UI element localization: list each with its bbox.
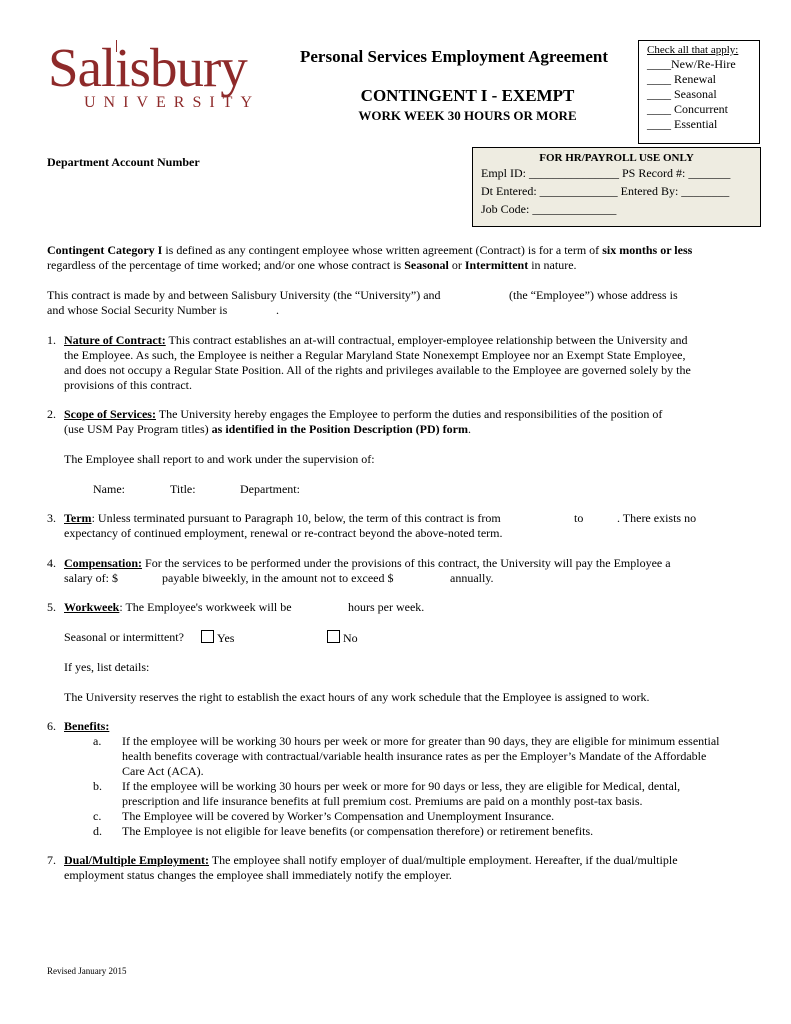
section-2-heading: Scope of Services:: [64, 407, 156, 421]
section-dual-employment: [47, 853, 747, 883]
section-7-body: [64, 853, 747, 883]
section-benefits: [47, 719, 747, 839]
benefit-a-text: [122, 734, 747, 779]
section-2-body: [64, 407, 747, 497]
benefit-b-line2: prescription and life insurance benefits at full premium cost. Premiums are paid on a monthly post-tax basis.: [122, 794, 643, 808]
section-4-line1: [64, 556, 747, 571]
section-4-salary-label: salary of: $: [64, 571, 118, 585]
section-4-biweekly-text: payable biweekly, in the amount not to exceed $: [162, 571, 394, 585]
intro-p2-text-2b: .: [276, 303, 279, 317]
intro-p2-line1: [47, 288, 747, 303]
hr-payroll-box: [472, 147, 761, 227]
intro-bold-intermittent: Intermittent: [464, 258, 529, 272]
supervisor-title-label: Title:: [170, 482, 196, 496]
section-6-body: [64, 719, 747, 734]
logo-subtitle: UNIVERSITY: [84, 94, 260, 111]
logo-wordmark: Salisbury: [48, 37, 247, 98]
benefit-d-letter: d.: [93, 824, 102, 838]
section-1-number: 1.: [47, 333, 56, 347]
section-3-text-2: expectancy of continued employment, renewal or re-contract beyond the above-noted term.: [64, 526, 503, 540]
hr-box-title: FOR HR/PAYROLL USE ONLY: [539, 152, 694, 164]
section-1-text-2: the Employee. As such, the Employee is neither a Regular Maryland State Nonexempt Employee nor an Exempt State Employee,: [64, 348, 686, 362]
intro-p2-text-1: This contract is made by and between Salisbury University (the “University”) and: [47, 288, 441, 302]
intro-p2-text-1b: (the “Employee”) whose address is: [509, 288, 678, 302]
seasonal-yes-option[interactable]: [201, 630, 234, 646]
section-scope-of-services: [47, 407, 747, 497]
hr-row-job-code[interactable]: Job Code: ______________: [481, 202, 617, 216]
section-4-line2: [64, 571, 747, 586]
section-4-annually: annually.: [450, 571, 494, 585]
section-5-reserve: The University reserves the right to establish the exact hours of any work schedule that the Employee is assigned to work.: [64, 690, 650, 704]
section-4-number: 4.: [47, 556, 56, 570]
section-2-text-2a: (use USM Pay Program titles): [64, 422, 212, 436]
section-1-text-4: provisions of this contract.: [64, 378, 192, 392]
section-3-heading: Term: [64, 511, 92, 525]
section-2-text-2b: as identified in the Position Description (PD) form: [211, 422, 468, 436]
intro-p2-line2: [47, 303, 747, 318]
seasonal-question: Seasonal or intermittent?: [64, 630, 184, 644]
section-7-number: 7.: [47, 853, 56, 867]
benefit-b-text: [122, 779, 747, 809]
intro-bold-term: Contingent Category I: [47, 243, 163, 257]
option-new-rehire[interactable]: ____New/Re-Hire: [647, 57, 736, 71]
section-3-body: [64, 511, 747, 541]
intro-text-c: or: [448, 258, 465, 272]
section-5-text-1b: hours per week.: [348, 600, 425, 614]
section-4-body: [64, 556, 747, 586]
section-nature-of-contract: [47, 333, 747, 393]
yes-label: Yes: [217, 631, 235, 645]
benefit-a-letter: a.: [93, 734, 102, 748]
benefit-c-letter: c.: [93, 809, 102, 823]
section-7-line1: [64, 853, 747, 868]
supervisor-department-label: Department:: [240, 482, 300, 496]
no-label: No: [343, 631, 358, 645]
hr-row-empl-id[interactable]: Empl ID: _______________ PS Record #: _______: [481, 166, 731, 180]
section-7-heading: Dual/Multiple Employment:: [64, 853, 210, 867]
section-1-heading: Nature of Contract:: [64, 333, 166, 347]
section-3-line1: [64, 511, 747, 526]
section-compensation: [47, 556, 747, 586]
section-1-line1: [64, 333, 747, 348]
section-term: [47, 511, 747, 541]
option-concurrent[interactable]: ____ Concurrent: [647, 102, 728, 116]
intro-p2-text-2: and whose Social Security Number is: [47, 303, 228, 317]
section-2-number: 2.: [47, 407, 56, 421]
check-all-panel: [638, 40, 760, 144]
check-all-heading: Check all that apply:: [647, 44, 739, 56]
benefit-b-line1: If the employee will be working 30 hours per week or more for 90 days or less, they are eligible for Medical, dental,: [122, 779, 681, 793]
benefit-b-letter: b.: [93, 779, 102, 793]
section-5-body: [64, 600, 747, 705]
benefit-c-text: The Employee will be covered by Worker’s Compensation and Unemployment Insurance.: [122, 809, 555, 823]
section-4-heading: Compensation:: [64, 556, 143, 570]
intro-p1-line2: [47, 258, 747, 273]
section-3-number: 3.: [47, 511, 56, 525]
section-2-text-1: The University hereby engages the Employee to perform the duties and responsibilities of the position of: [155, 407, 663, 421]
section-5-heading: Workweek: [64, 600, 120, 614]
seasonal-no-option[interactable]: [327, 630, 358, 646]
option-renewal[interactable]: ____ Renewal: [647, 72, 716, 86]
section-5-number: 5.: [47, 600, 56, 614]
revision-footer: Revised January 2015: [47, 966, 127, 976]
intro-p1-line1: [47, 243, 747, 258]
section-3-text-1: : Unless terminated pursuant to Paragraph 10, below, the term of this contract is from: [91, 511, 501, 525]
section-workweek: [47, 600, 747, 710]
yes-checkbox[interactable]: [201, 630, 214, 643]
section-4-text-1: For the services to be performed under the provisions of this contract, the University will pay the Employee a: [142, 556, 671, 570]
benefit-a-line2: health benefits coverage with contractual/variable health insurance rates as per the Employer’s Mandate of the Affordable: [122, 749, 707, 763]
benefit-item-c: [93, 809, 747, 824]
hr-row-dt-entered[interactable]: Dt Entered: _____________ Entered By: ________: [481, 184, 730, 198]
benefit-item-d: [93, 824, 747, 839]
benefit-d-text: The Employee is not eligible for leave benefits (or compensation therefore) or retirement benefits.: [122, 824, 594, 838]
intro-text-d: in nature.: [528, 258, 577, 272]
option-essential[interactable]: ____ Essential: [647, 117, 718, 131]
section-1-body: [64, 333, 747, 393]
section-3-text-1b: . There exists no: [617, 511, 697, 525]
intro-paragraph-1: [47, 243, 747, 273]
document-subtitle: CONTINGENT I - EXEMPT: [360, 86, 575, 105]
section-2-line2: [64, 422, 747, 437]
benefit-a-line1: If the employee will be working 30 hours per week or more for greater than 90 days, they are eligible for minimum essential: [122, 734, 720, 748]
section-6-number: 6.: [47, 719, 56, 733]
section-5-details: If yes, list details:: [64, 660, 150, 674]
intro-bold-six-months: six months or less: [602, 243, 693, 257]
section-6-heading: Benefits:: [64, 719, 110, 733]
intro-paragraph-2: [47, 288, 747, 318]
salisbury-university-logo: [48, 38, 276, 112]
supervisor-name-label: Name:: [93, 482, 125, 496]
intro-text-a: is defined as any contingent employee whose written agreement (Contract) is for a term of: [162, 243, 603, 257]
section-2-line1: [64, 407, 747, 422]
intro-bold-seasonal: Seasonal: [404, 258, 449, 272]
document-title: Personal Services Employment Agreement: [300, 47, 608, 66]
no-checkbox[interactable]: [327, 630, 340, 643]
section-1-text-1: This contract establishes an at-will contractual, employer-employee relationship between the University and: [165, 333, 688, 347]
section-2-text-2c: .: [467, 422, 471, 436]
intro-text-b: regardless of the percentage of time worked; and/or one whose contract is: [47, 258, 405, 272]
section-1-text-3: and does not occupy a Regular State Position. All of the rights and privileges available to the Employee are governed solely by the: [64, 363, 691, 377]
document-subtitle-2: WORK WEEK 30 HOURS OR MORE: [358, 108, 577, 123]
section-2-supervision: The Employee shall report to and work under the supervision of:: [64, 452, 375, 466]
section-5-seasonal-row: [64, 630, 747, 645]
benefit-a-line3: Care Act (ACA).: [122, 764, 204, 778]
benefit-item-b: [93, 779, 747, 809]
section-3-to: to: [574, 511, 584, 525]
option-seasonal[interactable]: ____ Seasonal: [647, 87, 717, 101]
section-5-line1: [64, 600, 747, 615]
section-2-supervisor-fields: [64, 482, 747, 497]
dept-account-label: Department Account Number: [47, 155, 200, 169]
section-7-text-1: The employee shall notify employer of dual/multiple employment. Hereafter, if the dual/multiple: [209, 853, 678, 867]
benefit-item-a: [93, 734, 747, 779]
section-5-text-1: : The Employee's workweek will be: [119, 600, 292, 614]
section-7-text-2: employment status changes the employee shall immediately notify the employer.: [64, 868, 452, 882]
